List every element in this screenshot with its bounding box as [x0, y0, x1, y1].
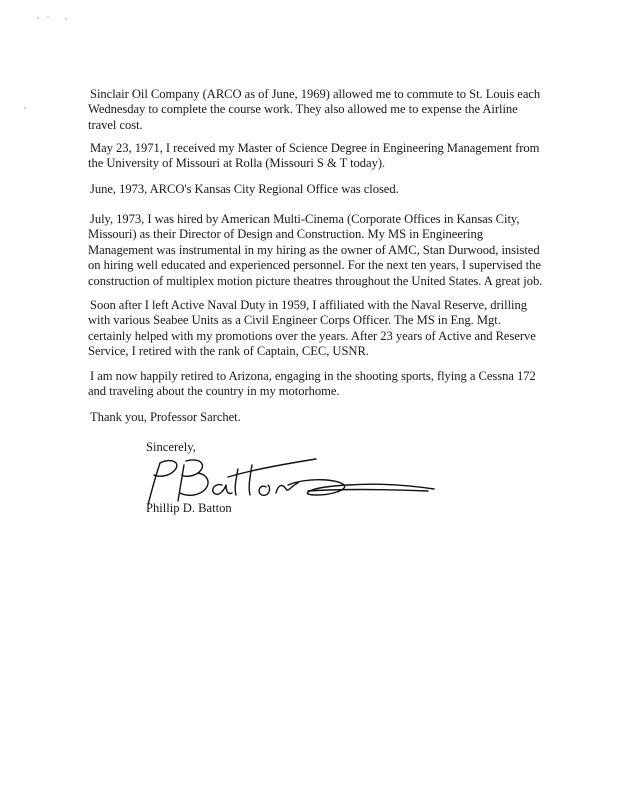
- paragraph-naval-reserve: Soon after I left Active Naval Duty in 1959, I affiliated with the Naval Reserve, drilling with various Seabee Units as a Civil Engineer Corps Officer. The MS in Eng. Mgt. certainly helped with my promotions over the years. After 23 years of Active and Reserve Service, I retired with the rank of Captain, CEC, USNR.: [88, 298, 536, 359]
- paragraph-commute: Sinclair Oil Company (ARCO as of June, 1969) allowed me to commute to St. Louis each Wednesday to complete the course work. They also allowed me to expense the Airline travel cost.: [88, 87, 541, 132]
- signer-name: Phillip D. Batton: [146, 501, 232, 515]
- scan-specks: [36, 12, 76, 22]
- paragraph-office-closed: June, 1973, ARCO's Kansas City Regional Office was closed.: [90, 182, 399, 196]
- closing-salutation: Sincerely,: [146, 440, 196, 454]
- scan-speck: [22, 106, 28, 110]
- paragraph-thanks: Thank you, Professor Sarchet.: [90, 410, 241, 424]
- paragraph-amc: July, 1973, I was hired by American Multi-Cinema (Corporate Offices in Kansas City, Missouri) as their Director of Design and Construction. My MS in Engineering Management was instrumental in my hiring as the owner of AMC, Stan Durwood, insisted on hiring well educated and experienced personnel. For the next ten years, I supervised the construction of multiplex motion picture theatres throughout the United States. A great job.: [88, 212, 543, 288]
- paragraph-degree: May 23, 1971, I received my Master of Science Degree in Engineering Management from the University of Missouri at Rolla (Missouri S & T today).: [88, 141, 540, 171]
- paragraph-retired: I am now happily retired to Arizona, engaging in the shooting sports, flying a Cessna 172 and traveling about the country in my motorhome.: [88, 369, 536, 399]
